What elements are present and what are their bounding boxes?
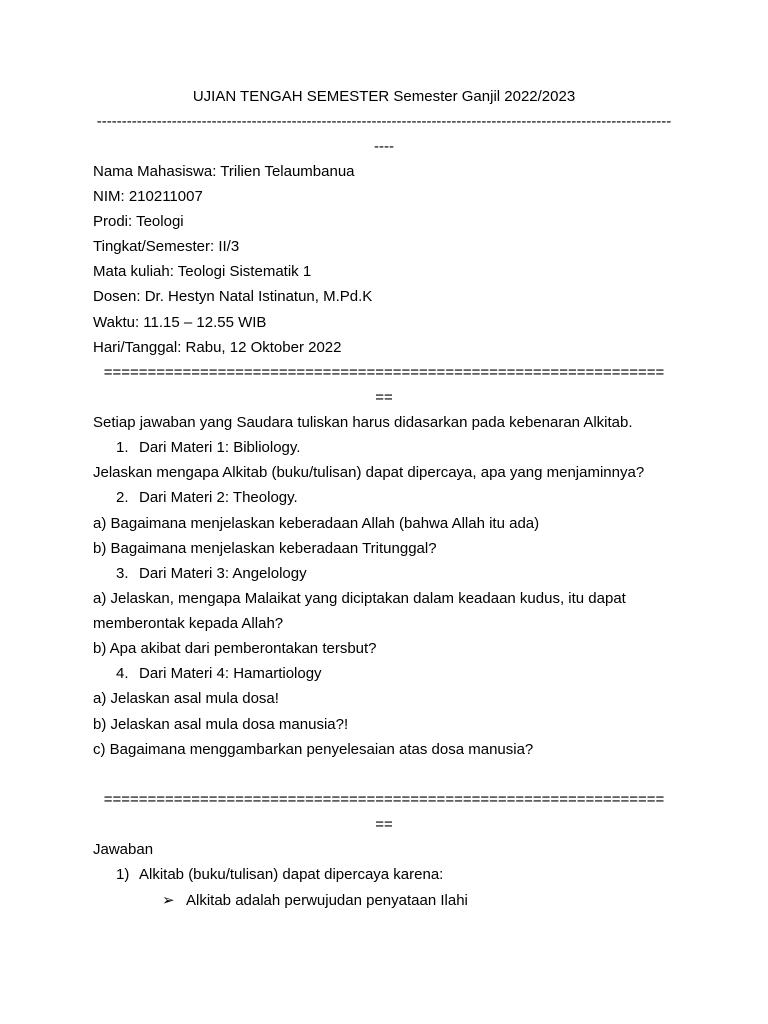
answers-heading: Jawaban bbox=[93, 841, 154, 858]
question-line: a) Jelaskan, mengapa Malaikat yang diciptakan dalam keadaan kudus, itu dapat bbox=[93, 590, 626, 607]
question-title: Dari Materi 2: Theology. bbox=[139, 489, 298, 506]
equals-divider: ================================================================ bbox=[103, 364, 665, 381]
question-number: 4. bbox=[116, 665, 129, 682]
question-line: memberontak kepada Allah? bbox=[93, 615, 284, 632]
question-line: b) Apa akibat dari pemberontakan tersbut? bbox=[93, 640, 377, 657]
question-number: 2. bbox=[116, 489, 129, 506]
question-line: b) Jelaskan asal mula dosa manusia?! bbox=[93, 716, 349, 733]
question-line: c) Bagaimana menggambarkan penyelesaian atas dosa manusia? bbox=[93, 741, 534, 758]
info-time: Waktu: 11.15 – 12.55 WIB bbox=[93, 314, 267, 331]
answer-number: 1) bbox=[116, 866, 130, 883]
info-nim: NIM: 210211007 bbox=[93, 188, 203, 205]
question-title: Dari Materi 4: Hamartiology bbox=[139, 665, 322, 682]
answer-bullet-text: Alkitab adalah perwujudan penyataan Ilahi bbox=[186, 892, 468, 909]
question-line: b) Bagaimana menjelaskan keberadaan Tritunggal? bbox=[93, 540, 437, 557]
question-number: 3. bbox=[116, 565, 129, 582]
question-line: a) Bagaimana menjelaskan keberadaan Allah (bahwa Allah itu ada) bbox=[93, 515, 540, 532]
question-title: Dari Materi 1: Bibliology. bbox=[139, 439, 301, 456]
question-number: 1. bbox=[116, 439, 129, 456]
info-prodi: Prodi: Teologi bbox=[93, 213, 184, 230]
instructions-text: Setiap jawaban yang Saudara tuliskan harus didasarkan pada kebenaran Alkitab. bbox=[93, 414, 633, 431]
dash-divider: ------------------------------------------------------------------------------------------------------------------- bbox=[96, 113, 672, 130]
info-course: Mata kuliah: Teologi Sistematik 1 bbox=[93, 263, 312, 280]
question-line: Jelaskan mengapa Alkitab (buku/tulisan) dapat dipercaya, apa yang menjaminnya? bbox=[93, 464, 645, 481]
question-title: Dari Materi 3: Angelology bbox=[139, 565, 307, 582]
equals-divider: ================================================================ bbox=[103, 791, 665, 808]
equals-divider-tail: == bbox=[375, 389, 393, 406]
info-student-name: Nama Mahasiswa: Trilien Telaumbanua bbox=[93, 163, 355, 180]
question-line: a) Jelaskan asal mula dosa! bbox=[93, 690, 279, 707]
arrow-bullet-icon: ➢ bbox=[162, 892, 175, 909]
dash-divider-tail: ---- bbox=[374, 138, 394, 155]
info-semester: Tingkat/Semester: II/3 bbox=[93, 238, 240, 255]
info-lecturer: Dosen: Dr. Hestyn Natal Istinatun, M.Pd.K bbox=[93, 288, 373, 305]
equals-divider-tail: == bbox=[375, 816, 393, 833]
info-date: Hari/Tanggal: Rabu, 12 Oktober 2022 bbox=[93, 339, 342, 356]
page-title: UJIAN TENGAH SEMESTER Semester Ganjil 2022/2023 bbox=[192, 88, 576, 105]
answer-text: Alkitab (buku/tulisan) dapat dipercaya karena: bbox=[139, 866, 444, 883]
